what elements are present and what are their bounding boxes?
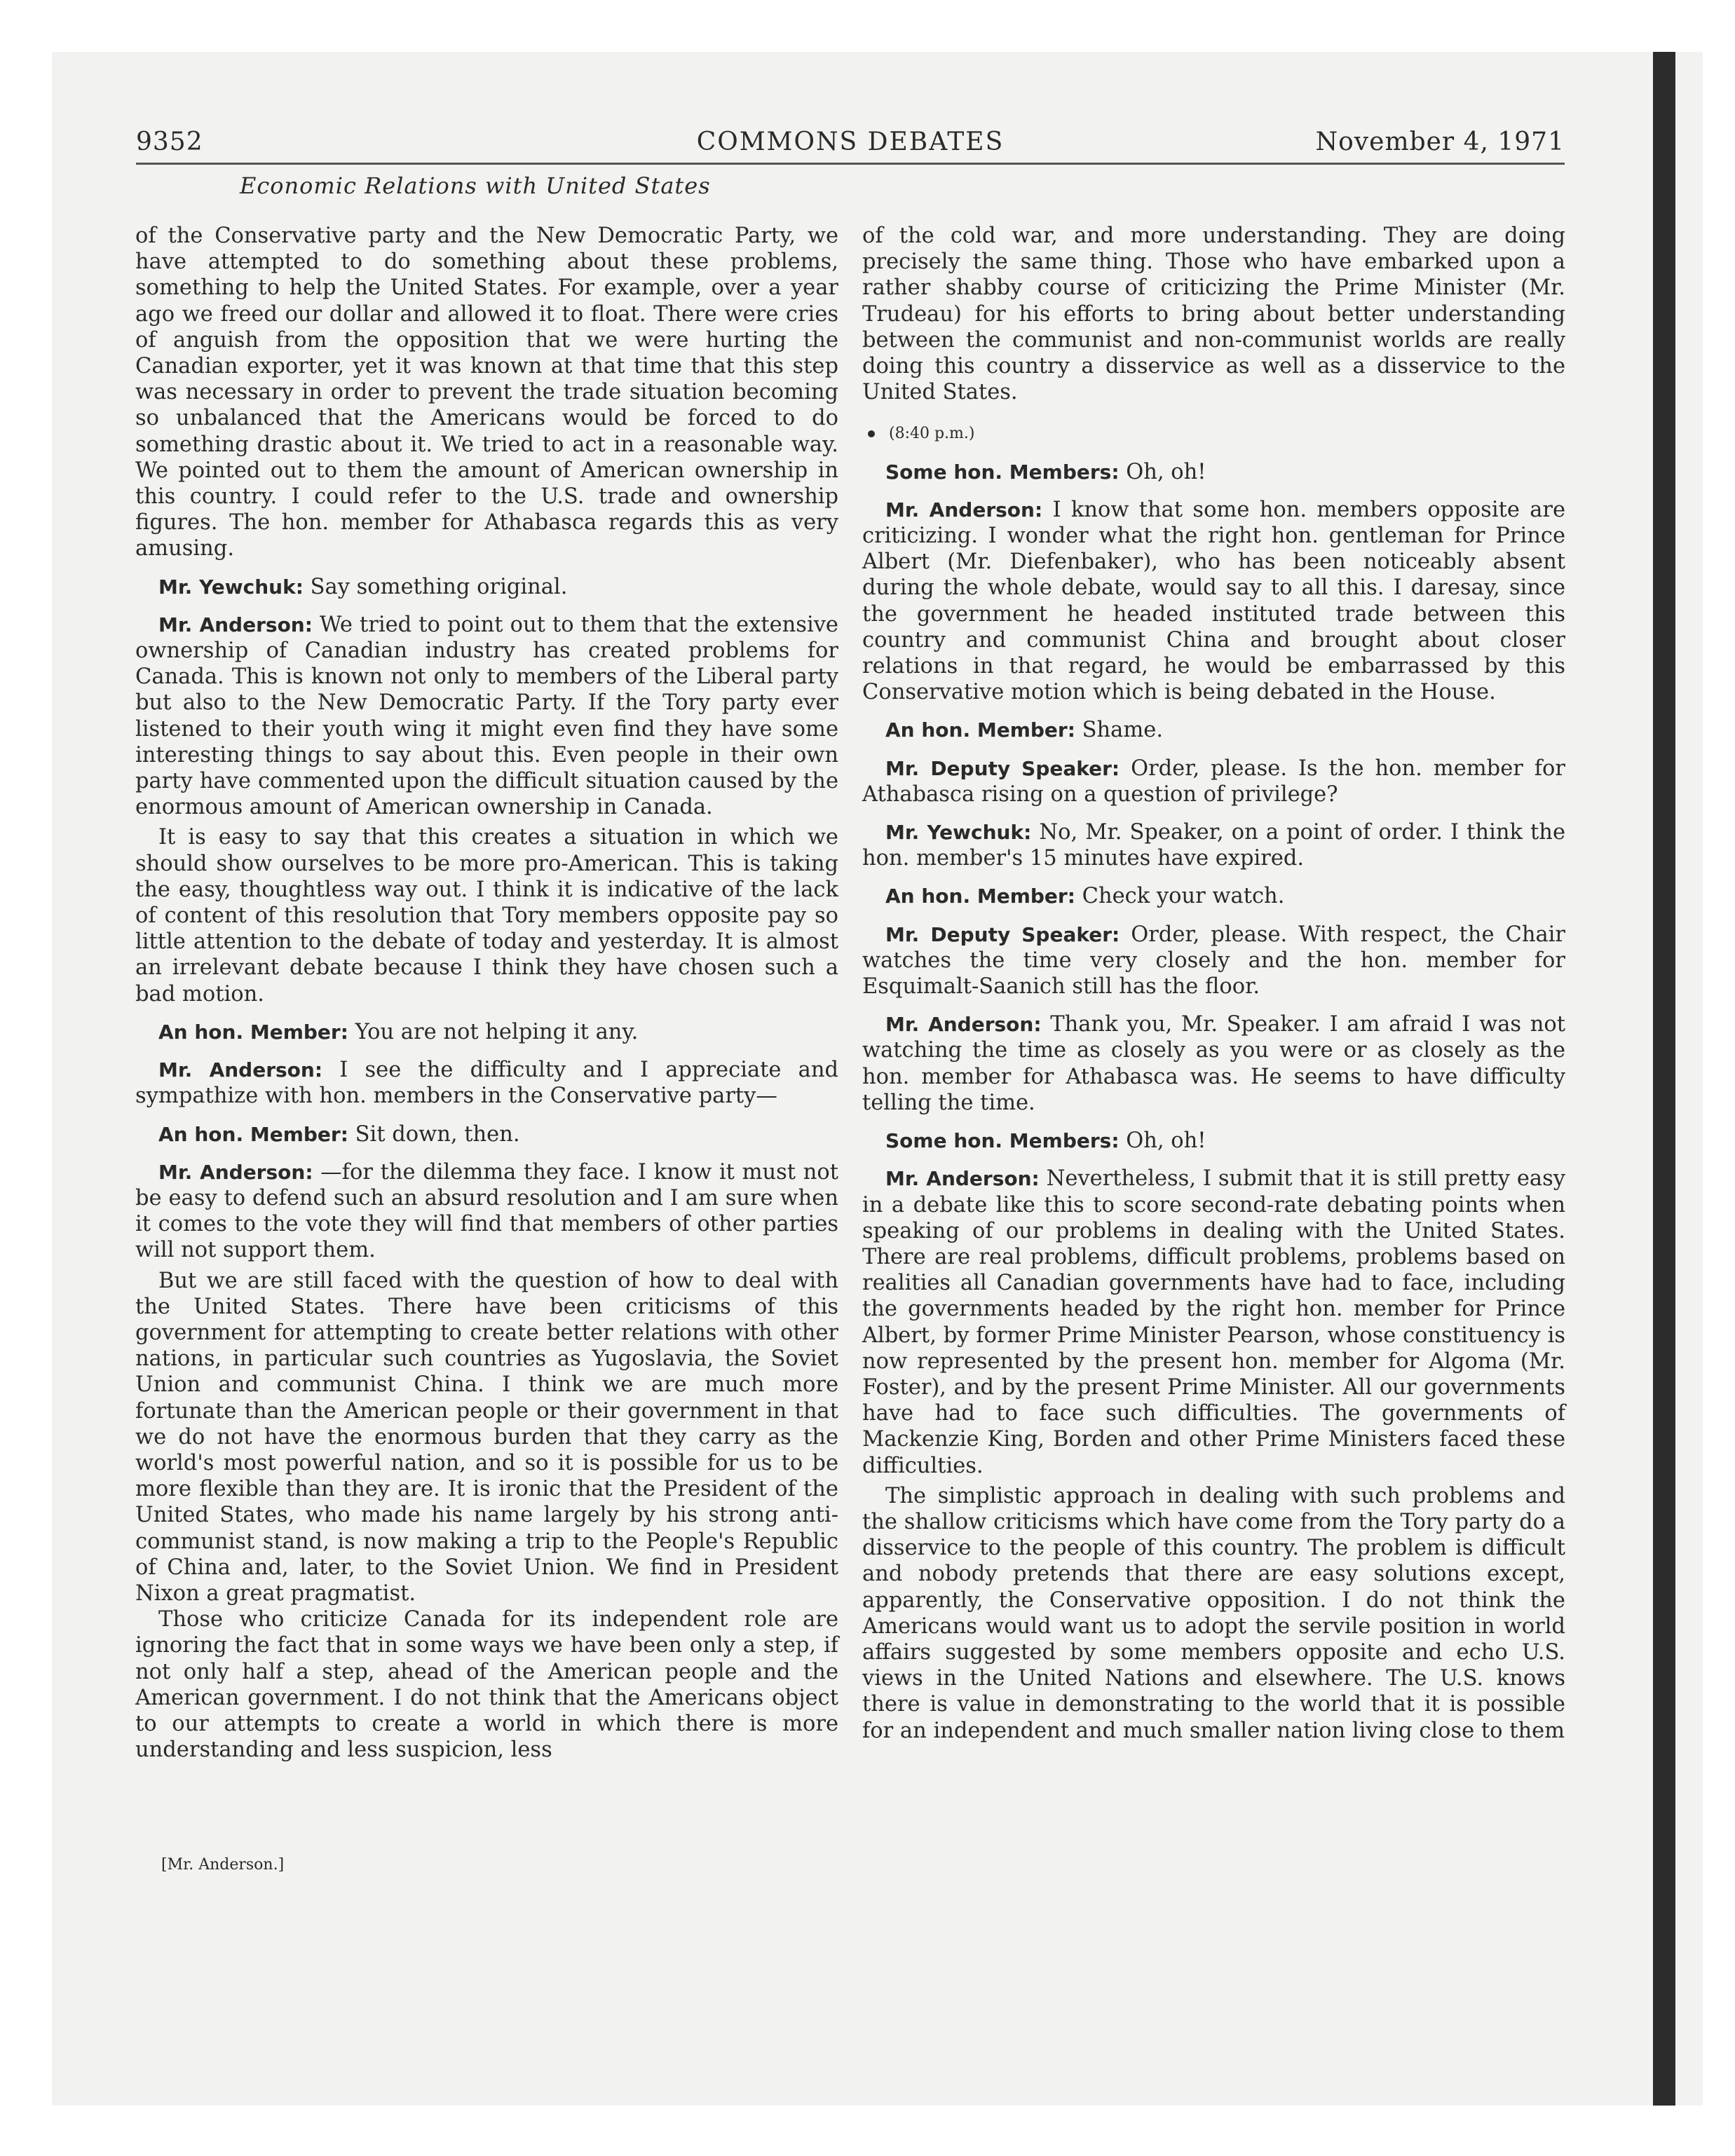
speech-text: Say something original.: [310, 574, 568, 599]
paragraph: of the cold war, and more understanding. They are doing precisely the same thing. Those who have embarked upon a rather shabby course of criticizing the Prime Minister (Mr. Trudeau) for his efforts to bring about better understanding between the communist and non-communist worlds are really doing this country a disservice as well as a disservice to the United States.: [862, 224, 1565, 405]
speaker-name: An hon. Member:: [885, 885, 1075, 908]
speaker-name: Mr. Anderson:: [885, 498, 1043, 521]
speaker-name: Mr. Deputy Speaker:: [885, 756, 1120, 780]
speech-text: We tried to point out to them that the extensive ownership of Canadian industry has created problems for Canada. This is known not only to members of the Liberal party but also to the New Democratic Party. If the Tory party ever listened to their youth wing it might even find they have some interesting things to say about this. Even people in their own party have commented upon the difficult situation caused by the enormous amount of American ownership in Canada.: [135, 612, 838, 820]
left-column: [135, 223, 838, 1763]
paragraph: But we are still faced with the question of how to deal with the United States. There have been criticisms of this government for attempting to create better relations with other nations, in particular such countries as Yugoslavia, the Soviet Union and communist China. I think we are much more fortunate than the American people or their government in that we do not have the enormous burden that they carry as the world's most powerful nation, and so it is possible for us to be more flexible than they are. It is ironic that the President of the United States, who made his name largely by his strong anti-communist stand, is now making a trip to the People's Republic of China and, later, to the Soviet Union. We find in President Nixon a great pragmatist.: [135, 1268, 838, 1606]
subject-heading: Economic Relations with United States: [240, 172, 711, 199]
page-number: 9352: [136, 128, 203, 156]
speech: [862, 1011, 1565, 1116]
publication-date: November 4, 1971: [1315, 128, 1565, 156]
speaker-name: Mr. Anderson:: [885, 1013, 1042, 1037]
speech-text: I know that some hon. members opposite are criticizing. I wonder what the right hon. gentleman for Prince Albert (Mr. Diefenbaker), who has been noticeably absent during the whole debate, would say to all this. I daresay, since the government he headed instituted trade between this country and communist China and brought about closer relations in that regard, he would be embarrassed by this Conservative motion which is being debated in the House.: [862, 497, 1566, 705]
speech: [135, 612, 838, 821]
page-header: [136, 128, 1565, 165]
speech-text: Order, please. Is the hon. member for Athabasca rising on a question of privilege?: [862, 756, 1566, 807]
time-marker: [862, 421, 1565, 446]
speaker-footnote: [Mr. Anderson.]: [161, 1856, 285, 1874]
speech: [135, 1057, 838, 1109]
speech: [135, 1159, 838, 1264]
time-marker-text: (8:40 p.m.): [889, 425, 975, 443]
bullet-icon: [868, 430, 875, 437]
speech: [862, 1166, 1565, 1478]
speaker-name: Mr. Anderson:: [158, 613, 313, 636]
speech-text: —for the dilemma they face. I know it must not be easy to defend such an absurd resolution and I am sure when it comes to the vote they will find that members of other parties will not support them.: [135, 1159, 838, 1263]
right-column: [862, 223, 1565, 1744]
paragraph: The simplistic approach in dealing with such problems and the shallow criticisms which have come from the Tory party do a disservice to the people of this country. The problem is difficult and nobody pretends that there are easy solutions except, apparently, the Conservative opposition. I do not think the Americans would want us to adopt the servile position in world affairs suggested by some members opposite and echo U.S. views in the United Nations and elsewhere. The U.S. knows there is value in demonstrating to the world that it is possible for an independent and much smaller nation living close to them: [862, 1483, 1565, 1743]
speech: [135, 1019, 838, 1045]
scan-edge-bar: [1653, 52, 1675, 2106]
speech-text: Shame.: [1082, 718, 1164, 743]
speaker-name: Mr. Yewchuk:: [158, 575, 304, 599]
speaker-name: Mr. Deputy Speaker:: [885, 922, 1120, 946]
speech: [862, 883, 1565, 909]
speech-text: No, Mr. Speaker, on a point of order. I think the hon. member's 15 minutes have expired.: [862, 820, 1565, 871]
speech-text: Order, please. With respect, the Chair watches the time very closely and the hon. member for Esquimalt-Saanich still has the floor.: [862, 922, 1565, 999]
speech-text: Oh, oh!: [1126, 1128, 1206, 1154]
speech-text: Sit down, then.: [355, 1121, 520, 1147]
speech: [862, 756, 1565, 807]
speech: [862, 1128, 1565, 1154]
speech-text: I see the difficulty and I appreciate and sympathize with hon. members in the Conservative party—: [135, 1058, 838, 1109]
speech: [135, 1121, 838, 1147]
speaker-name: Mr. Anderson:: [158, 1058, 323, 1082]
speech: [862, 819, 1565, 871]
speech: [862, 497, 1565, 706]
speaker-name: Some hon. Members:: [885, 460, 1120, 484]
speech-text: You are not helping it any.: [355, 1019, 639, 1044]
publication-title: COMMONS DEBATES: [696, 128, 1005, 156]
speaker-name: An hon. Member:: [885, 718, 1075, 742]
speech: [862, 459, 1565, 485]
speech: [862, 717, 1565, 743]
speaker-name: Mr. Anderson:: [885, 1167, 1040, 1191]
speaker-name: Some hon. Members:: [885, 1129, 1120, 1153]
paragraph: Those who criticize Canada for its independent role are ignoring the fact that in some ways we have been only a step, if not only half a step, ahead of the American people and the American government. I do not think that the Americans object to our attempts to create a world in which there is more understanding and less suspicion, less: [135, 1607, 838, 1763]
speaker-name: An hon. Member:: [158, 1020, 348, 1044]
paragraph: It is easy to say that this creates a situation in which we should show ourselves to be more pro-American. This is taking the easy, thoughtless way out. I think it is indicative of the lack of content of this resolution that Tory members opposite pay so little attention to the debate of today and yesterday. It is almost an irrelevant debate because I think they have chosen such a bad motion.: [135, 825, 838, 1007]
speech-text: Thank you, Mr. Speaker. I am afraid I was not watching the time as closely as you were or as closely as the hon. member for Athabasca was. He seems to have difficulty telling the time.: [862, 1012, 1565, 1115]
speech-text: Oh, oh!: [1126, 459, 1206, 484]
speech-text: Nevertheless, I submit that it is still pretty easy in a debate like this to score second-rate debating points when speaking of our problems in dealing with the United States. There are real problems, difficult problems, problems based on realities all Canadian governments have had to face, including the governments headed by the right hon. member for Prince Albert, by former Prime Minister Pearson, whose constituency is now represented by the present hon. member for Algoma (Mr. Foster), and by the present Prime Minister. All our governments have had to face such difficulties. The governments of Mackenzie King, Borden and other Prime Ministers faced these difficulties.: [862, 1166, 1565, 1478]
speech-text: Check your watch.: [1082, 884, 1285, 909]
speech: [862, 922, 1565, 1000]
speech: [135, 574, 838, 600]
speaker-name: Mr. Yewchuk:: [885, 821, 1032, 845]
speaker-name: An hon. Member:: [158, 1122, 348, 1146]
paragraph: of the Conservative party and the New Democratic Party, we have attempted to do something about these problems, something to help the United States. For example, over a year ago we freed our dollar and allowed it to float. There were cries of anguish from the opposition that we were hurting the Canadian exporter, yet it was known at that time that this step was necessary in order to prevent the trade situation becoming so unbalanced that the Americans would be forced to do something drastic about it. We tried to act in a reasonable way. We pointed out to them the amount of American ownership in this country. I could refer to the U.S. trade and ownership figures. The hon. member for Athabasca regards this as very amusing.: [135, 224, 838, 561]
speaker-name: Mr. Anderson:: [158, 1160, 313, 1184]
